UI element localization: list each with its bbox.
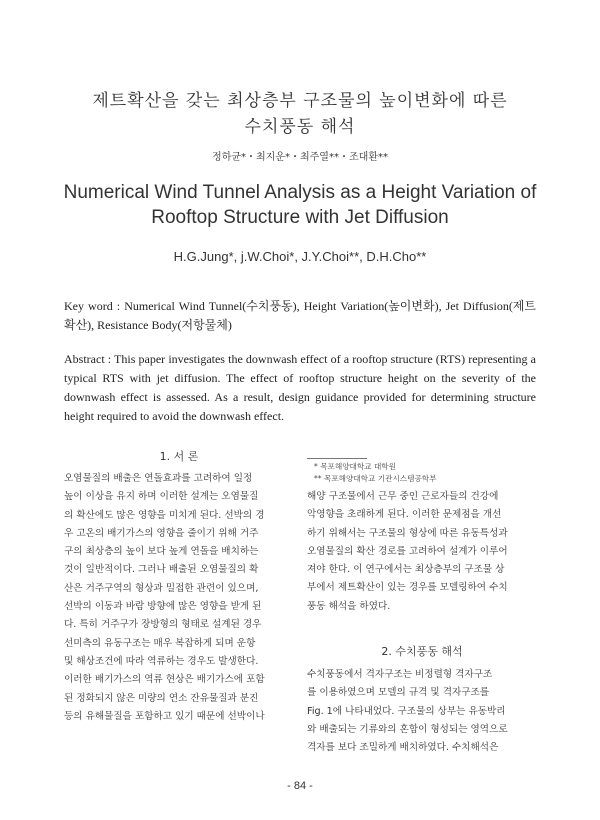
- english-title-line1: Numerical Wind Tunnel Analysis as a Height Variation of: [63, 182, 537, 203]
- korean-authors: 정하균*・최지운*・최주열**・조대환**: [212, 152, 388, 163]
- korean-title-line1: 제트확산을 갖는 최상층부 구조물의 높이변화에 따른: [92, 91, 508, 111]
- footnote-rule: [307, 458, 367, 459]
- section1-text: 오염물질의 배출은 연돌효과를 고려하여 일정 높이 이상을 유지 하며 이러한 설계는 오염물질 의 확산에도 많은 영향을 미치게 된다. 선박의 경 우 고온의 배기가스의 영향을 줄이기 위해 거주 구의 최상층의 높이 보다 높게 연돌을 배치하는 것이 일반적이다. 그러나 배출된 오염물질의 확 산은 거주구역의 형상과 밀접한 관련이 있으며, 선박의 이동과 바람 방향에 많은 영향을 받게 된 다. 특히 거주구가 장방형의 형태로 설계된 경우 선미측의 유동구조는 매우 복잡하게 되며 운항 및 해상조건에 따라 역류하는 경우도 발생한다. 이러한 배기가스의 역류 현상은 배기가스에 포함 된 정화되지 않은 미량의 연소 잔유물질과 분진 등의 유해물질을 포함하고 있기 때문에 선박이나: [64, 473, 265, 722]
- section2-text: 수치풍동에서 격자구조는 비정렬형 격자구조 를 이용하였으며 모델의 규격 및 격자구조를 Fig. 1에 나타내었다. 구조물의 상부는 유동박리 와 배출되는 기류와의 혼합이 형성되는 영역으로 격자를 보다 조밀하게 배치하였다. 수치해석은: [307, 669, 508, 754]
- abstract: Abstract : This paper investigates the downwash effect of a rooftop structure (RTS) representing a typical RTS with jet diffusion. The effect of rooftop structure height on the severity of the downwash effect is assessed. As a result, design guidance provided for determining structure height required to avoid the downwash effect.: [64, 352, 536, 423]
- right-column-text: 해양 구조물에서 근무 중인 근로자들의 건강에 악영향을 초래하게 된다. 이러한 문제점을 개선 하기 위해서는 구조물의 형상에 따른 유동특성과 오염물질의 확산 경로를 고려하여 설계가 이루어 져야 한다. 이 연구에서는 최상층부의 구조물 상 부에서 제트확산이 있는 경우를 모델링하여 수치 풍동 해석을 하였다.: [307, 491, 508, 612]
- footnote-1: * 목포해양대학교 대학원: [314, 462, 396, 471]
- keywords: Key word : Numerical Wind Tunnel(수치풍동), Height Variation(높이변화), Jet Diffusion(제트확산), Resistance Body(저항물체): [64, 299, 536, 332]
- korean-title-line2: 수치풍동 해석: [244, 117, 356, 137]
- page-number: - 84 -: [287, 780, 313, 792]
- section1-heading: 1. 서 론: [159, 450, 199, 463]
- english-title-line2: Rooftop Structure with Jet Diffusion: [151, 207, 449, 228]
- footnote-2: ** 목포해양대학교 기관시스템공학부: [314, 474, 437, 483]
- section2-heading: 2. 수치풍동 해석: [381, 645, 463, 658]
- english-authors: H.G.Jung*, j.W.Choi*, J.Y.Choi**, D.H.Cho**: [173, 249, 427, 264]
